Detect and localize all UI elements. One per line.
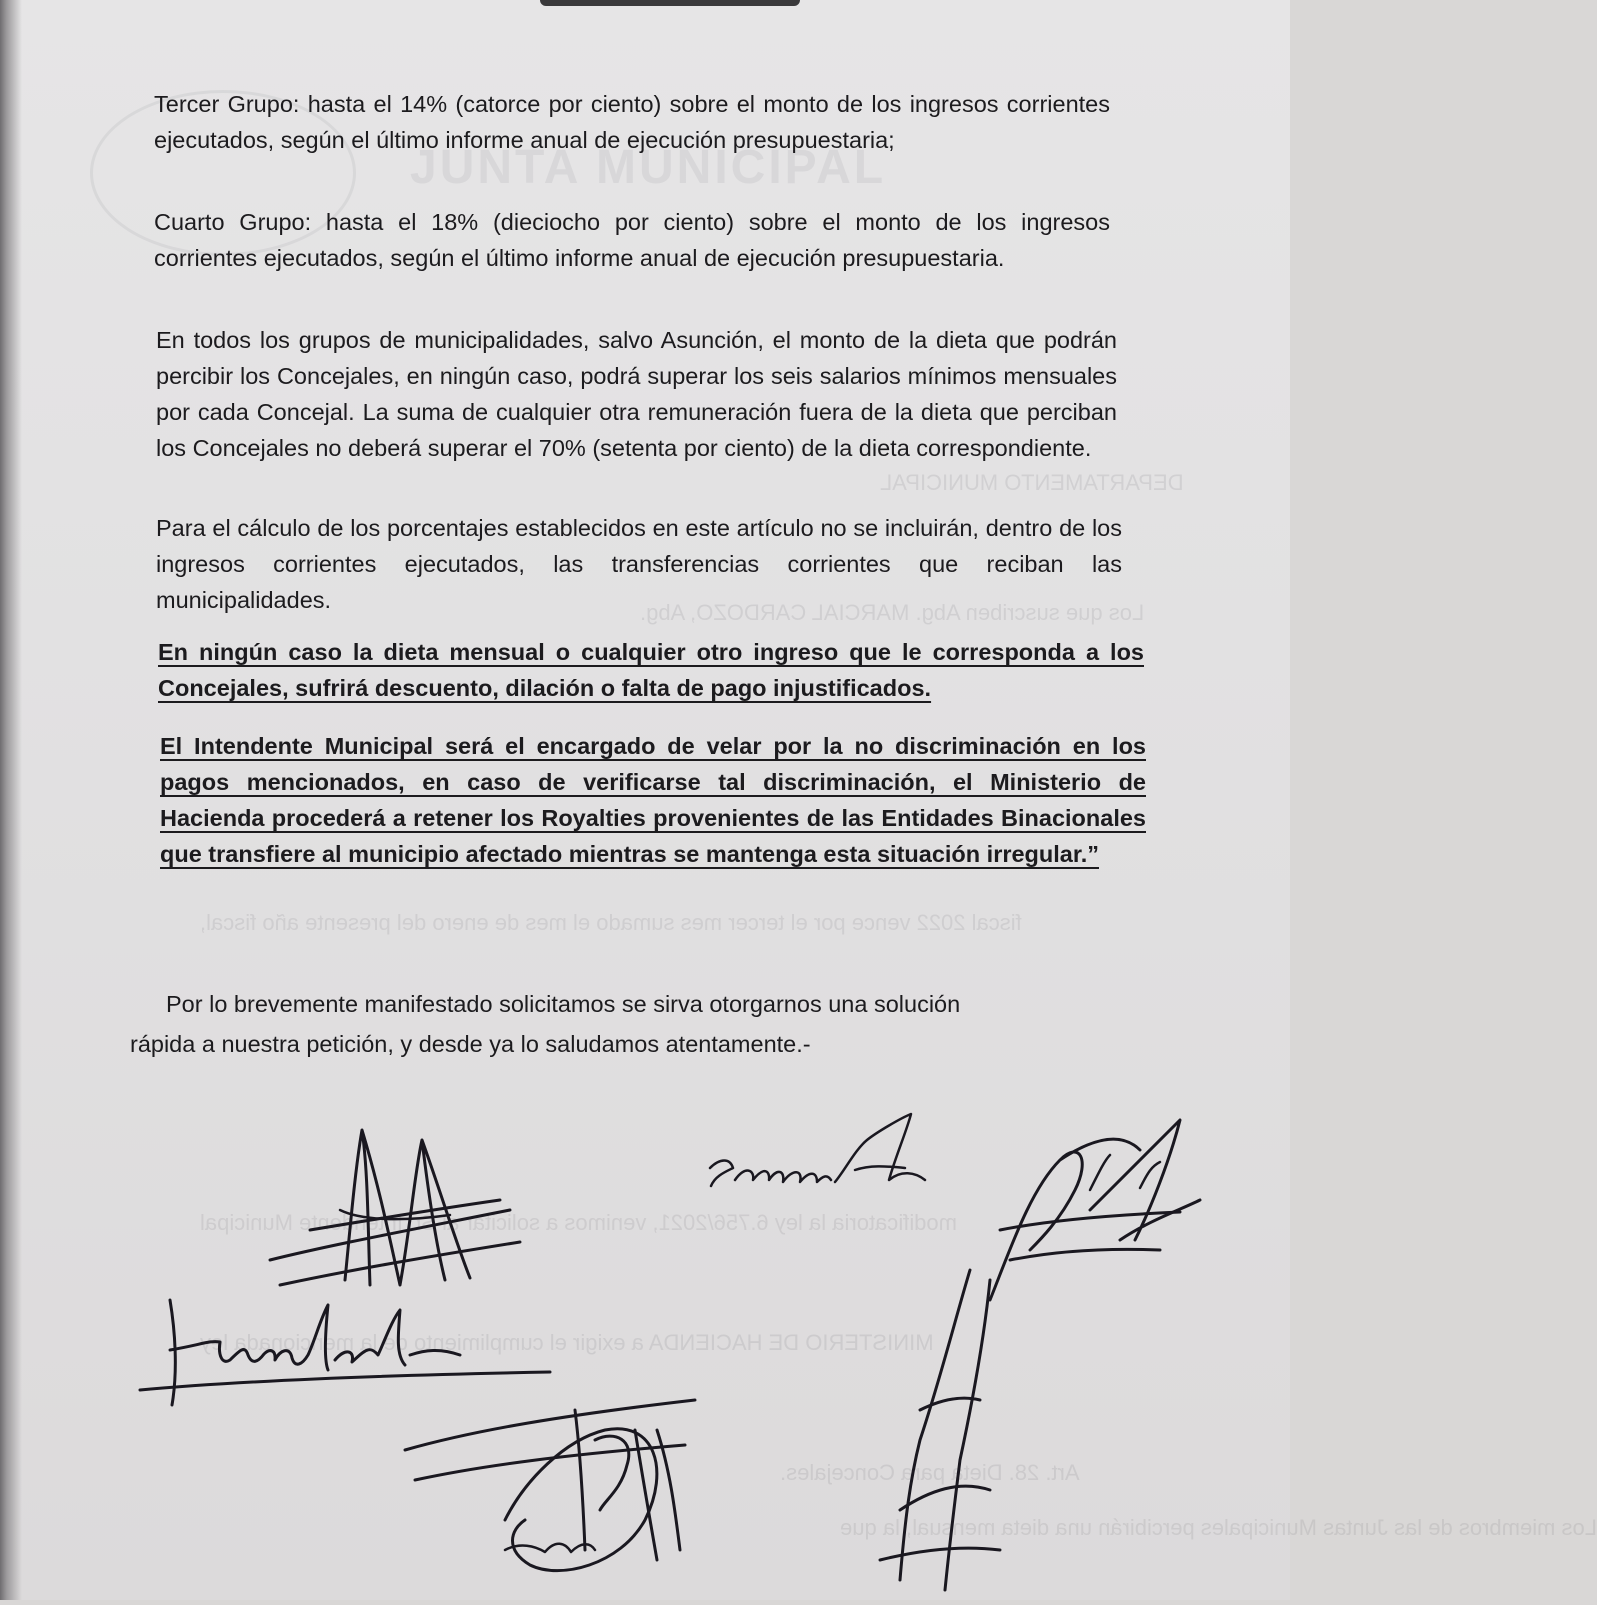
- paragraph-ningun-caso: En ningún caso la dieta mensual o cualquier otro ingreso que le corresponda a los Concejales, sufrirá descuento, dilación o falta de pago injustificados.: [158, 639, 1144, 701]
- paragraph-cuarto-grupo: Cuarto Grupo: hasta el 18% (dieciocho por ciento) sobre el monto de los ingresos corrientes ejecutados, según el último informe anual de ejecución presupuestaria.: [154, 209, 1110, 271]
- paragraph-calculo: Para el cálculo de los porcentajes establecidos en este artículo no se incluirán, dentro de los ingresos corrientes ejecutados, las transferencias corrientes que reciban las municipalidades.: [156, 515, 1122, 613]
- closing-line-1: Por lo brevemente manifestado solicitamos se sirva otorgarnos una solución: [166, 991, 961, 1017]
- signature-6: [860, 1260, 1060, 1605]
- bleed-through-text: Los miembros de las Juntas Municipales percibirán una dieta mensual, la que: [840, 1515, 1597, 1540]
- paragraph-todos-los-grupos: En todos los grupos de municipalidades, salvo Asunción, el monto de la dieta que podrán percibir los Concejales, en ningún caso, podrá superar los seis salarios mínimos mensuales por cada Concejal. La suma de cualquier otra remuneración fuera de la dieta que perciban los Concejales no deberá superar el 70% (setenta por ciento) de la dieta correspondiente.: [156, 327, 1117, 461]
- bleed-through-text: MINISTERIO DE HACIENDA a exigir el cumplimiento de la mencionada ley: [200, 1330, 934, 1355]
- bleed-through-text: Art. 28. Dieta para Concejales.: [780, 1460, 1080, 1485]
- paragraph-intendente: El Intendente Municipal será el encargado de velar por la no discriminación en los pagos mencionados, en caso de verificarse tal discriminación, el Ministerio de Hacienda procederá a retener los Royalties provenientes de las Entidades Binacionales que transfiere al municipio afectado mientras se mantenga esta situación irregular.”: [160, 733, 1146, 867]
- signatures-area: [0, 1080, 1290, 1600]
- bleed-through-text: modificatoria la ley 6.756/2021, venimos a solicitar al Sr. Intendente Municipal: [200, 1210, 957, 1235]
- stamp-seal-watermark-text: JUNTA MUNICIPAL: [410, 141, 887, 194]
- signature-5: [395, 1370, 715, 1605]
- bleed-through-text: Los que suscriben Abg. MARCIAL CARDOZO, Abg.: [640, 600, 1145, 625]
- closing-line-2: rápida a nuestra petición, y desde ya lo saludamos atentamente.-: [130, 1031, 811, 1057]
- bleed-through-text: fiscal 2022 vence por el tercer mes sumado el mes de enero del presente año fiscal,: [200, 910, 1022, 935]
- bleed-through-text: DEPARTAMENTO MUNICIPAL: [880, 470, 1184, 495]
- paragraph-tercer-grupo: Tercer Grupo: hasta el 14% (catorce por ciento) sobre el monto de los ingresos corrientes ejecutados, según el último informe anual de ejecución presupuestaria;: [154, 91, 1110, 153]
- page-top-clip: [540, 0, 800, 6]
